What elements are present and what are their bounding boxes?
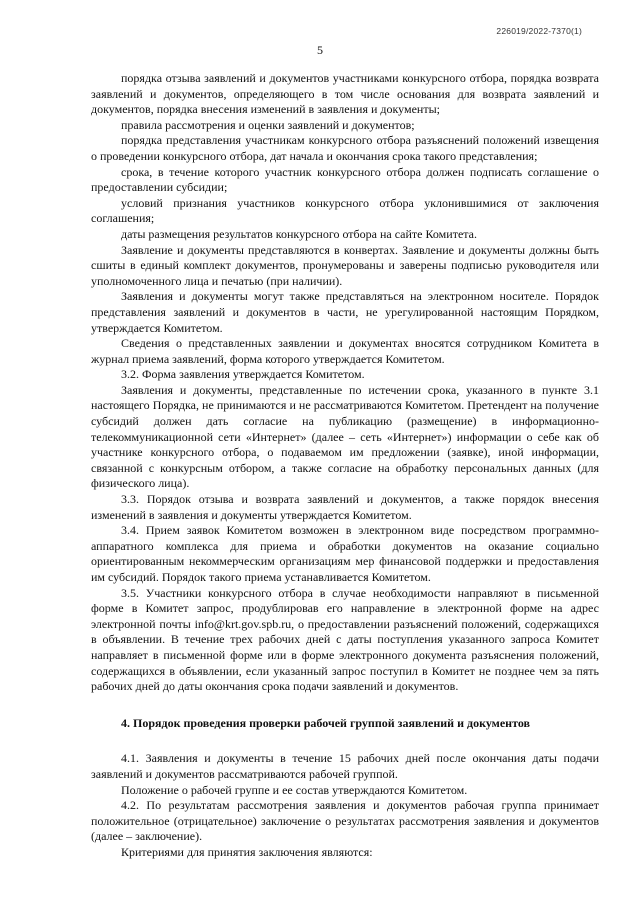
paragraph: Сведения о представленных заявлении и документах вносятся сотрудником Комитета в журнал приема заявлений, форма которого утверждается Комитетом. <box>91 336 599 366</box>
paragraph: срока, в течение которого участник конкурсного отбора должен подписать соглашение о предоставлении субсидии; <box>91 164 599 195</box>
paragraph: Положение о рабочей группе и ее состав утверждаются Комитетом. <box>121 782 468 797</box>
paragraph: 4.1. Заявления и документы в течение 15 рабочих дней после окончания даты подачи заявлений и документов рассматриваются рабочей группой. <box>91 751 599 781</box>
paragraph: Критериями для принятия заключения являются: <box>121 844 373 859</box>
document-body <box>91 71 599 861</box>
paragraph: правила рассмотрения и оценки заявлений и документов; <box>121 117 415 132</box>
paragraph: Заявление и документы представляются в конвертах. Заявление и документы должны быть сшиты в единый комплект документов, пронумерованы и заверены подписью руководителя или уполномоченного лица и печатью (при наличии). <box>91 242 599 288</box>
document-registration-number: 226019/2022-7370(1) <box>496 26 582 36</box>
paragraph: 3.5. Участники конкурсного отбора в случае необходимости направляют в письменной форме в Комитет запрос, продублировав его направление в электронной форме на адрес электронной почты info@krt.gov.spb.ru, о предоставлении разъяснений положений, содержащихся в объявлении. В течение трех рабочих дней с даты поступления указанного запроса Комитет направляет в письменной форме или в форме электронного документа разъяснения положений, содержащихся в объявлении, если указанный запрос поступил в Комитет не позднее чем за пять рабочих дней до даты окончания срока подачи заявлений и документов. <box>91 585 599 694</box>
section-heading: 4. Порядок проведения проверки рабочей группой заявлений и документов <box>121 715 530 730</box>
page-number: 5 <box>317 43 323 57</box>
paragraph: 3.3. Порядок отзыва и возврата заявлений и документов, а также порядок внесения изменений в заявления и документы утверждается Комитетом. <box>91 492 599 522</box>
paragraph: 3.4. Прием заявок Комитетом возможен в электронном виде посредством программно-аппаратного комплекса для приема и обработки документов на оказание социально ориентированным некоммерческим организациям мер финансовой поддержки и предоставления им субсидий. Порядок такого приема устанавливается Комитетом. <box>91 523 599 584</box>
paragraph: порядка представления участникам конкурсного отбора разъяснений положений извещения о проведении конкурсного отбора, дат начала и окончания срока такого представления; <box>91 133 599 163</box>
paragraph: Заявления и документы, представленные по истечении срока, указанного в пункте 3.1 настоящего Порядка, не принимаются и не рассматриваются Комитетом. Претендент на получение субсидий должен дать согласие на публикацию (размещение) в информационно-телекоммуникационной сети «Интернет» (далее – сеть «Интернет») информации о себе как об участнике конкурсного отбора, о подаваемом им предложении (заявке), иной информации, связанной с конкурсным отбором, а также согласие на обработку персональных данных (для физического лица). <box>91 382 599 491</box>
paragraph: 3.2. Форма заявления утверждается Комитетом. <box>121 367 365 382</box>
paragraph: порядка отзыва заявлений и документов участниками конкурсного отбора, порядка возврата заявлений и документов, определяющего в том числе основания для возврата заявлений и документов, порядка внесения изменений в заявления и документы; <box>91 71 599 117</box>
paragraph: условий признания участников конкурсного отбора уклонившимися от заключения соглашения; <box>91 195 599 226</box>
paragraph: даты размещения результатов конкурсного отбора на сайте Комитета. <box>121 226 477 241</box>
paragraph: Заявления и документы могут также представляться на электронном носителе. Порядок представления заявлений и документов в части, не урегулированной настоящим Порядком, утверждается Комитетом. <box>91 289 599 335</box>
paragraph: 4.2. По результатам рассмотрения заявления и документов рабочая группа принимает положительное (отрицательное) заключение о результатах рассмотрения заявления и документов (далее – заключение). <box>91 798 599 844</box>
